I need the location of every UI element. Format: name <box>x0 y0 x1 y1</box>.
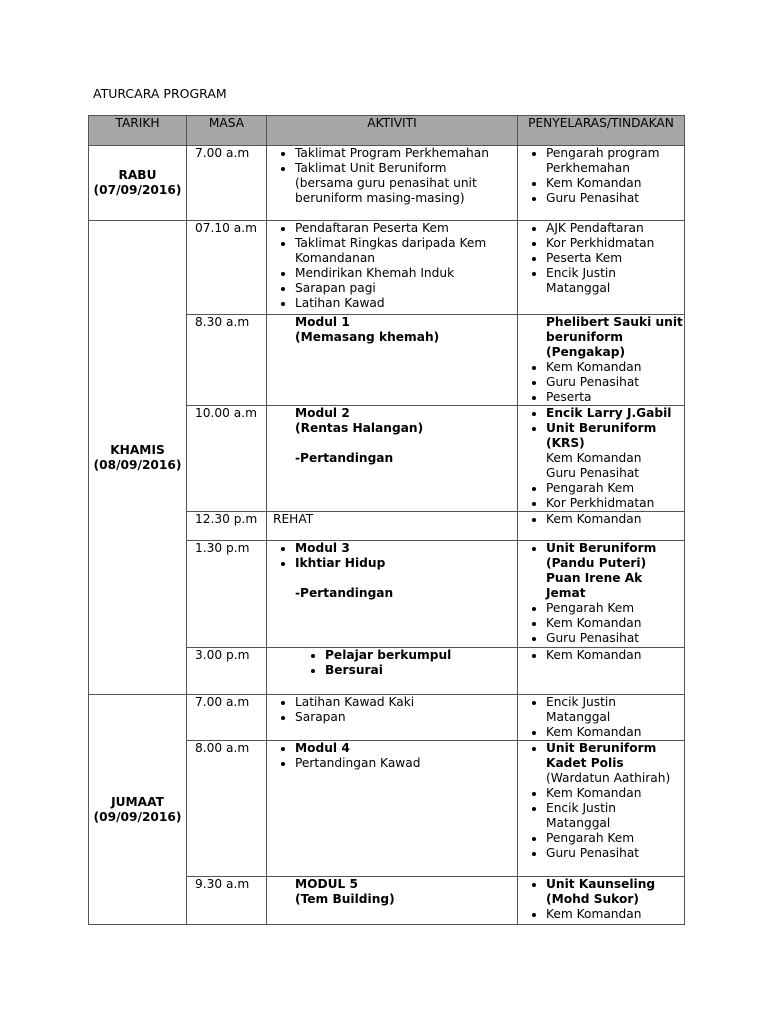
pic-plain: Kem Komandan <box>546 451 642 465</box>
list-item: • Kem Komandan <box>546 512 684 527</box>
day-date: (07/09/2016) <box>93 183 182 197</box>
activity-note: (bersama guru penasihat unit beruniform masing-masing) <box>295 176 477 205</box>
activity-cell <box>267 146 518 221</box>
pic-bold-plain: Puan Irene Ak Jemat <box>546 571 643 600</box>
pic-cell <box>518 741 685 877</box>
module-extra: -Pertandingan <box>295 451 394 465</box>
day-date: (09/09/2016) <box>93 809 182 824</box>
time-cell: 12.30 p.m <box>187 512 267 541</box>
activity-cell <box>267 695 518 741</box>
list-item: • Taklimat Program Perkhemahan <box>295 146 517 161</box>
list-item: • Encik Justin Matanggal <box>546 801 684 831</box>
pic-cell <box>518 648 685 695</box>
pic-note: (Wardatun Aathirah) <box>546 771 671 785</box>
pic-cell <box>518 406 685 512</box>
date-cell-rabu <box>89 146 187 221</box>
module-subtitle: (Tem Building) <box>295 892 395 906</box>
activity-cell <box>267 315 518 406</box>
list-item: • Unit Kaunseling (Mohd Sukor) <box>546 877 684 907</box>
list-item: • Bersurai <box>325 663 517 678</box>
list-item: • Pengarah Kem <box>546 831 684 846</box>
pic-plain: Guru Penasihat <box>546 466 640 480</box>
activity-cell <box>267 648 518 695</box>
list-item: • Unit Beruniform (KRS) <box>546 421 684 451</box>
date-cell-khamis <box>89 221 187 695</box>
time-cell: 8.30 a.m <box>187 315 267 406</box>
list-item: • Kem Komandan <box>546 616 684 631</box>
list-item: • Guru Penasihat <box>546 631 684 646</box>
time-cell: 10.00 a.m <box>187 406 267 512</box>
list-item: • Pengarah program Perkhemahan <box>546 146 684 176</box>
table-row <box>89 146 685 221</box>
time-cell: 9.30 a.m <box>187 877 267 925</box>
day-name: KHAMIS <box>110 442 165 457</box>
activity-plain: REHAT <box>273 512 314 526</box>
pic-cell <box>518 146 685 221</box>
day-name: JUMAAT <box>111 794 164 809</box>
list-item: • Sarapan <box>295 710 517 725</box>
list-item: • Kem Komandan <box>546 786 684 801</box>
date-cell-jumaat <box>89 695 187 925</box>
time-cell: 1.30 p.m <box>187 541 267 648</box>
list-item: • Pengarah Kem <box>546 481 684 496</box>
time-cell: 7.00 a.m <box>187 146 267 221</box>
activity-cell <box>267 741 518 877</box>
list-item: • Latihan Kawad Kaki <box>295 695 517 710</box>
list-item: • Guru Penasihat <box>546 375 684 390</box>
table-row <box>89 695 685 741</box>
time-cell: 3.00 p.m <box>187 648 267 695</box>
list-item: • Mendirikan Khemah Induk <box>295 266 517 281</box>
module-title: Modul 2 <box>295 406 350 420</box>
list-item: • Kem Komandan <box>546 725 684 740</box>
list-item: • AJK Pendaftaran <box>546 221 684 236</box>
activity-cell <box>267 221 518 315</box>
table-row <box>89 221 685 315</box>
list-item: • Pertandingan Kawad <box>295 756 517 771</box>
module-extra: -Pertandingan <box>295 586 394 600</box>
list-item: • Guru Penasihat <box>546 191 684 206</box>
module-title: Modul 1 <box>295 315 350 329</box>
activity-cell <box>267 512 518 541</box>
time-cell: 7.00 a.m <box>187 695 267 741</box>
list-item: • Unit Beruniform (Pandu Puteri) <box>546 541 684 571</box>
list-item: • Taklimat Unit Beruniform <box>295 161 517 176</box>
list-item: • Modul 3 <box>295 541 517 556</box>
list-item: • Pelajar berkumpul <box>325 648 517 663</box>
header-aktiviti: AKTIVITI <box>267 116 518 146</box>
pic-cell <box>518 221 685 315</box>
module-subtitle: (Memasang khemah) <box>295 330 440 344</box>
list-item: • Unit Beruniform Kadet Polis <box>546 741 684 771</box>
list-item: • Peserta <box>546 390 684 405</box>
activity-cell <box>267 541 518 648</box>
pic-cell <box>518 877 685 925</box>
header-masa: MASA <box>187 116 267 146</box>
pic-cell <box>518 315 685 406</box>
header-tarikh: TARIKH <box>89 116 187 146</box>
pic-cell <box>518 541 685 648</box>
list-item: • Encik Larry J.Gabil <box>546 406 684 421</box>
list-item: • Encik Justin Matanggal <box>546 266 684 296</box>
list-item: • Latihan Kawad <box>295 296 517 311</box>
list-item: • Ikhtiar Hidup <box>295 556 517 571</box>
list-item: • Taklimat Ringkas daripada Kem Komandanan <box>295 236 517 266</box>
header-penyelaras: PENYELARAS/TINDAKAN <box>518 116 685 146</box>
list-item: • Kor Perkhidmatan <box>546 236 684 251</box>
time-cell: 8.00 a.m <box>187 741 267 877</box>
header-row <box>89 116 685 146</box>
list-item: • Guru Penasihat <box>546 846 684 861</box>
list-item: • Peserta Kem <box>546 251 684 266</box>
pic-cell <box>518 512 685 541</box>
list-item: • Pendaftaran Peserta Kem <box>295 221 517 236</box>
list-item: • Sarapan pagi <box>295 281 517 296</box>
module-title: MODUL 5 <box>295 877 358 891</box>
time-cell: 07.10 a.m <box>187 221 267 315</box>
activity-cell <box>267 877 518 925</box>
day-date: (08/09/2016) <box>93 457 182 472</box>
activity-cell <box>267 406 518 512</box>
list-item: • Kem Komandan <box>546 176 684 191</box>
list-item: • Kem Komandan <box>546 648 684 663</box>
list-item: • Kem Komandan <box>546 907 684 922</box>
list-item: • Kor Perkhidmatan <box>546 496 684 511</box>
list-item: • Pengarah Kem <box>546 601 684 616</box>
list-item: • Kem Komandan <box>546 360 684 375</box>
module-subtitle: (Rentas Halangan) <box>295 421 424 435</box>
pic-head: Phelibert Sauki unit beruniform (Pengakap) <box>546 315 683 359</box>
pic-cell <box>518 695 685 741</box>
day-name: RABU <box>118 168 157 182</box>
schedule-table <box>88 115 685 925</box>
list-item: • Modul 4 <box>295 741 517 756</box>
list-item: • Encik Justin Matanggal <box>546 695 684 725</box>
page-title: ATURCARA PROGRAM <box>93 86 227 101</box>
